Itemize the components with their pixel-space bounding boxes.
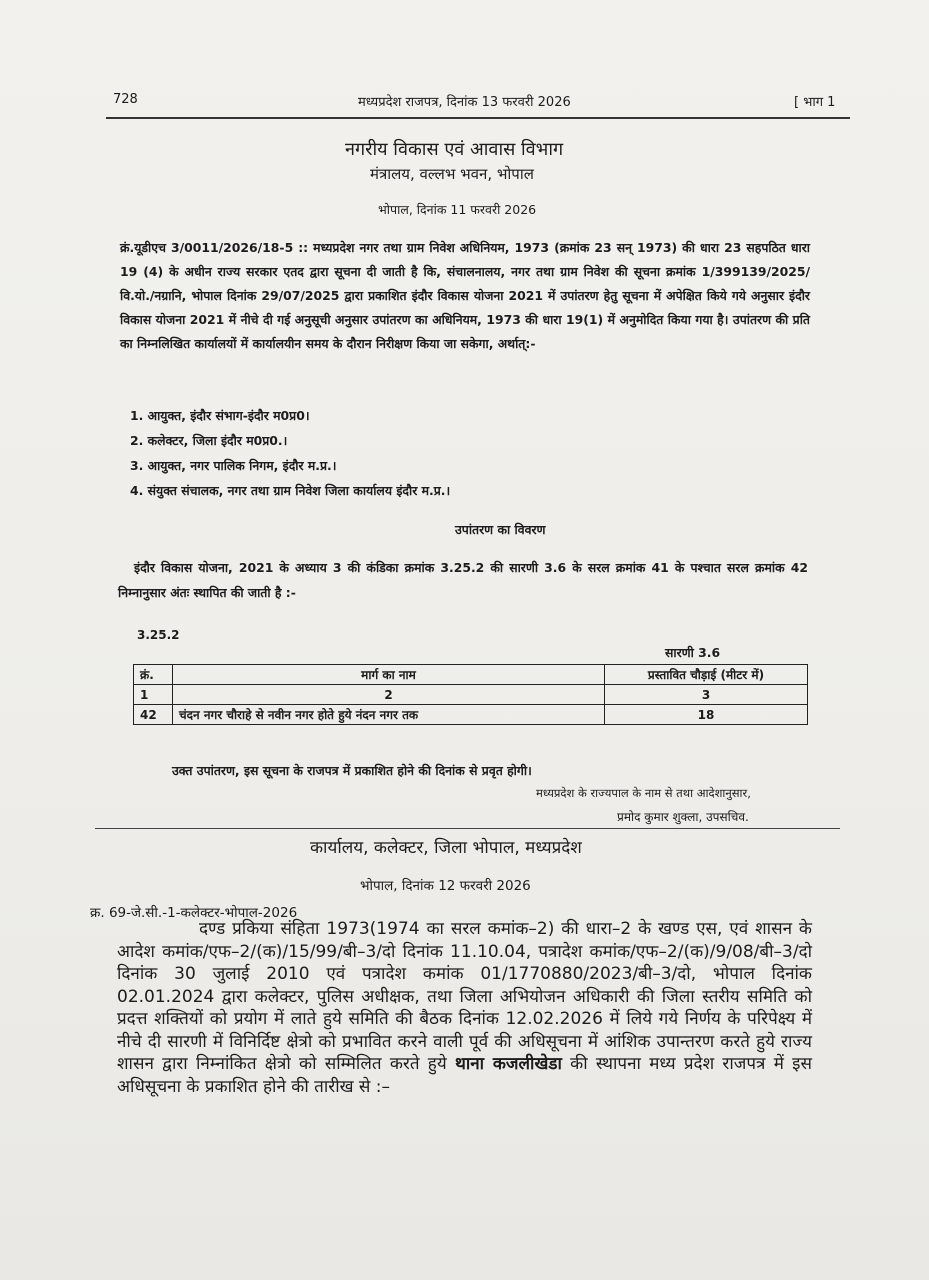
table-index-row	[134, 685, 808, 705]
police-station-name: थाना कजलीखेडा	[454, 1054, 562, 1074]
list-item: 3. आयुक्त, नगर पालिक निगम, इंदौर म.प्र.।	[130, 458, 337, 473]
notice2-reference: क्र. 69-जे.सी.-1-कलेक्टर-भोपाल-2026	[90, 905, 298, 921]
header-rule	[106, 117, 850, 119]
collector-office-title: कार्यालय, कलेक्टर, जिला भोपाल, मध्यप्रदेश	[310, 838, 582, 858]
page-number: 728	[113, 92, 138, 107]
clause-number: 3.25.2	[137, 628, 180, 642]
signatory: प्रमोद कुमार शुक्ला, उपसचिव.	[617, 810, 749, 824]
section-heading: उपांतरण का विवरण	[455, 522, 546, 537]
table-cell: 18	[605, 705, 808, 725]
notice2-date: भोपाल, दिनांक 12 फरवरी 2026	[360, 878, 531, 894]
table-cell: 2	[173, 685, 605, 705]
part-label: [ भाग 1	[794, 95, 836, 110]
header-cell: मार्ग का नाम	[173, 665, 605, 685]
body-text: की स्थापना मध्य प्रदेश राजपत्र में इस अधिसूचना के प्रकाशित होने की तारीख से :–	[117, 1054, 812, 1097]
table-cell: 3	[605, 685, 808, 705]
modification-description: इंदौर विकास योजना, 2021 के अध्याय 3 की कंडिका क्रमांक 3.25.2 की सारणी 3.6 के सरल क्रमांक 41 के पश्चात सरल क्रमांक 42 निम्नानुसार अंतः स्थापित की जाती है :-	[118, 560, 808, 600]
notice2-body	[117, 918, 812, 1098]
table-header-row	[134, 665, 808, 685]
list-item: 4. संयुक्त संचालक, नगर तथा ग्राम निवेश जिला कार्यालय इंदौर म.प्र.।	[130, 483, 451, 498]
department-title: नगरीय विकास एवं आवास विभाग	[345, 139, 564, 160]
table-cell: चंदन नगर चौराहे से नवीन नगर होते हुये नंदन नगर तक	[173, 705, 605, 725]
notice-separator	[95, 828, 840, 829]
office-address: मंत्रालय, वल्लभ भवन, भोपाल	[370, 165, 534, 183]
list-item: 1. आयुक्त, इंदौर संभाग-इंदौर म0प्र0।	[130, 408, 310, 423]
notice-body: क्रं.यूडीएच 3/0011/2026/18-5 :: मध्यप्रदेश नगर तथा ग्राम निवेश अधिनियम, 1973 (क्रमांक 23 सन् 1973) की धारा 23 सहपठित धारा 19 (4) के अधीन राज्य सरकार एतद द्वारा सूचना दी जाती है कि, संचालनालय, नगर तथा ग्राम निवेश की सूचना क्रमांक 1/399139/2025/वि.यो./नग्रानि, भोपाल दिनांक 29/07/2025 द्वारा प्रकाशित इंदौर विकास योजना 2021 में उपांतरण हेतु सूचना में अपेक्षित किये गये अनुसार इंदौर विकास योजना 2021 में नीचे दी गई अनुसूची अनुसार उपांतरण का अधिनियम, 1973 की धारा 19(1) में अनुमोदित किया गया है। उपांतरण की प्रति का निम्नलिखित कार्यालयों में कार्यालयीन समय के दौरान निरीक्षण किया जा सकेगा, अर्थात्:-	[120, 240, 810, 351]
notice-date: भोपाल, दिनांक 11 फरवरी 2026	[378, 202, 537, 217]
table-row	[134, 705, 808, 725]
list-item: 2. कलेक्टर, जिला इंदौर म0प्र0.।	[130, 433, 288, 448]
office-list	[130, 403, 450, 503]
header-cell: क्रं.	[134, 665, 173, 685]
table-cell: 1	[134, 685, 173, 705]
table-label: सारणी 3.6	[665, 645, 721, 660]
gazette-title: मध्यप्रदेश राजपत्र, दिनांक 13 फरवरी 2026	[358, 95, 571, 110]
header-cell: प्रस्तावित चौड़ाई (मीटर में)	[605, 665, 808, 685]
effective-statement: उक्त उपांतरण, इस सूचना के राजपत्र में प्रकाशित होने की दिनांक से प्रवृत होगी।	[172, 763, 532, 778]
road-width-table	[133, 664, 808, 725]
body-text: दण्ड प्रकिया संहिता 1973(1974 का सरल कमांक–2) की धारा–2 के खण्ड एस, एवं शासन के आदेश कमांक/एफ–2/(क)/15/99/बी–3/दो दिनांक 11.10.04, पत्रादेश कमांक/एफ–2/(क)/9/08/बी–3/दो दिनांक 30 जुलाई 2010 एवं पत्रादेश कमांक 01/1770880/2023/बी–3/दो, भोपाल दिनांक 02.01.2024 द्वारा कलेक्टर, पुलिस अधीक्षक, तथा जिला अभियोजन अधिकारी की जिला स्तरीय समिति को प्रदत्त शक्तियों को प्रयोग में लाते हुये समिति की बैठक दिनांक 12.02.2026 में लिये गये निर्णय के परिपेक्ष्य में नीचे दी सारणी में विनिर्दिष्ट क्षेत्रो को प्रभावित करने वाली पूर्व की अधिसूचना में आंशिक उपान्तरण करते हुये राज्य शासन द्वारा निम्नांकित क्षेत्रो को सम्मिलित करते हुये	[117, 919, 812, 1074]
table-cell: 42	[134, 705, 173, 725]
order-line: मध्यप्रदेश के राज्यपाल के नाम से तथा आदेशानुसार,	[536, 786, 751, 800]
